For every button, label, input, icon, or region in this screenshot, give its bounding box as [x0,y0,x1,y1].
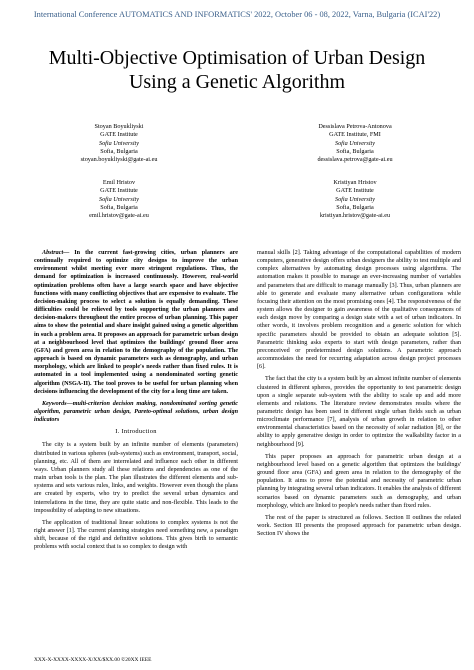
author-city: Sofia, Bulgaria [336,147,374,155]
body-paragraph-1: manual skills [2]. Taking advantage of the computational capabilities of modern computers, generative design offers urban designers the ability to test multiple and complex alternatives by automating design processes using algorithms. The automation makes it possible to manage an ever-increasing number of variables and parameters that are difficult to manage manually [3]. Thus, urban planners are able to generate and evaluate many alternative urban configurations while focusing their attention on the most promising ones [4]. The responsiveness of the system allows the designer to gain awareness of the qualitative consequences of each design move by comparing a design state with a set of urban indicators. In other words, it involves problem recognition and a generic solution for which specific parameters should be provided to obtain an adequate solution [5]. Parametric thinking asks experts to start with design parameters, rather than preconceived or predetermined design solutions. A parametric approach accommodates the need for recurring adaptation across design project processes [6]. [257,250,461,371]
author-block-1 [44,123,194,164]
abstract-lead: Abstract [42,250,64,256]
author-city: Sofia, Bulgaria [336,203,374,211]
keywords [34,400,238,424]
intro-paragraph-1: The city is a system built by an infinite number of elements (parameters) distributed in various spheres (sub-systems) such as environment, transport, social, planning, etc. All of them are interrelated and influence each other in different ways. Urban planners study all these relations and dependencies as one of the main urban tools is the plan. The plan illustrates the different elements and sub-systems and sets various rules, links, and weights. However even though the plans are created by experts, who try to predict the several urban dynamics and interrelations in the time, they are quite static and non-flexible. This leads to the impossibility of adapting to new situations. [34,442,238,514]
keywords-text: —multi-criterion decision making, nondominated sorting genetic algorithm, parametric urban design, Pareto-optimal solutions, urban design indicators [34,400,238,424]
abstract [34,249,238,396]
author-name: Kristiyan Hristov [333,179,377,186]
author-block-3 [44,179,194,220]
author-dept: GATE Institute, FMI [329,131,381,139]
right-column [257,249,461,542]
body-paragraph-3: This paper proposes an approach for parametric urban design at a neighbourhood level based on a genetic algorithm that optimizes the buildings' ground floor area (GFA) and green area in relation to the demography of the population. It aims to prove the potential and necessity of parametric urban planning by integrating several urban indicators. It enables the analysis of different scenarios based on dynamic parameters such as demography, and urban morphology, which are linked to people's needs rather than fixed rules. [257,453,461,509]
author-city: Sofia, Bulgaria [100,203,138,211]
author-block-2 [280,123,430,164]
author-univ: Sofia University [98,195,140,203]
abstract-text: — In the current fast-growing cities, urban planners are continually required to optimize city designs to improve the urban environment whilst meeting ever more stringent regulations. Thus, the demand for optimization is increased continuously. However, real-world optimization problems often have a large search space and have objective functions with many conflicting objectives that are expensive to evaluate. The decision-making process to select a solution is equally demanding. These difficulties could be relieved by tools supporting the urban planners and decision-makers throughout the entire process of urban planning. This paper aims to show the potential and share insight gained using a genetic algorithm in such a problem area. It proposes an approach for parametric urban design at a neighbourhood level that optimizes the buildings' ground floor area (GFA) and green area in relation to the demography of the population. The approach is based on dynamic parameters such as demography, and urban morphology, which are linked to people's needs rather than fixed rules. It is automated in a tool implemented using a nondominated sorting genetic algorithm (NSGA-II). The tool proves to be useful for urban planning when decisions influencing the development of the city for a long time are taken. [34,250,238,395]
author-dept: GATE Institute [100,187,138,195]
title-line-2: Using a Genetic Algorithm [128,71,346,93]
title-line-1: Multi-Objective Optimisation of Urban Design [48,47,426,69]
intro-paragraph-2: The application of traditional linear solutions to complex systems is not the right answer [1]. The current planning strategies need something new, a paradigm shift, because of the rigid and definitive solutions. This gives birth to semantic problems with social context that is so complex to design with [34,519,238,551]
author-email: stoyan.boyukliyski@gate-ai.eu [80,156,158,164]
author-dept: GATE Institute [100,131,138,139]
author-univ: Sofia University [98,139,140,147]
copyright-footer: XXX-X-XXXX-XXXX-X/XX/$XX.00 ©20XX IEEE [34,657,152,663]
keywords-lead: Keywords [42,400,67,407]
body-paragraph-2: The fact that the city is a system built by an almost infinite number of elements clustered in different spheres, provides the opportunity to test parametric design upon a single separate sub-system with the ability to scale up and add more elements and relations. The literature review demonstrates results where the parametric design has been used in different single urban fields such as urban microclimate performance [7], analysis of urban growth in relation to other environmental characteristics based on the necessity of solar radiation [8], or the ability to apply generative design in order to optimize the walkability factor in a neighbourhood [9]. [257,376,461,448]
author-univ: Sofia University [334,195,376,203]
body-paragraph-4: The rest of the paper is structured as follows. Section II outlines the related work. Section III presents the proposed approach for parametric urban design. Section IV shows the [257,514,461,538]
author-univ: Sofia University [334,139,376,147]
author-email: emil.hristov@gate-ai.eu [89,212,149,220]
paper-title [20,46,454,94]
author-name: Emil Hristov [102,179,136,186]
left-column [34,249,238,555]
author-dept: GATE Institute [336,187,374,195]
conference-header: International Conference AUTOMATICS AND INFORMATICS' 2022, October 06 - 08, 2022, Varna, Bulgaria (ICAI'22) [33,10,441,19]
author-name: Dessislava Petrova-Antonova [318,123,392,130]
author-email: kristiyan.hristov@gate-ai.eu [319,212,391,220]
section-heading-introduction: I. Introduction [115,428,157,436]
author-block-4 [280,179,430,220]
author-city: Sofia, Bulgaria [100,147,138,155]
author-email: dessislava.petrova@gate-ai.eu [317,156,393,164]
author-name: Stoyan Boyukliyski [94,123,144,130]
